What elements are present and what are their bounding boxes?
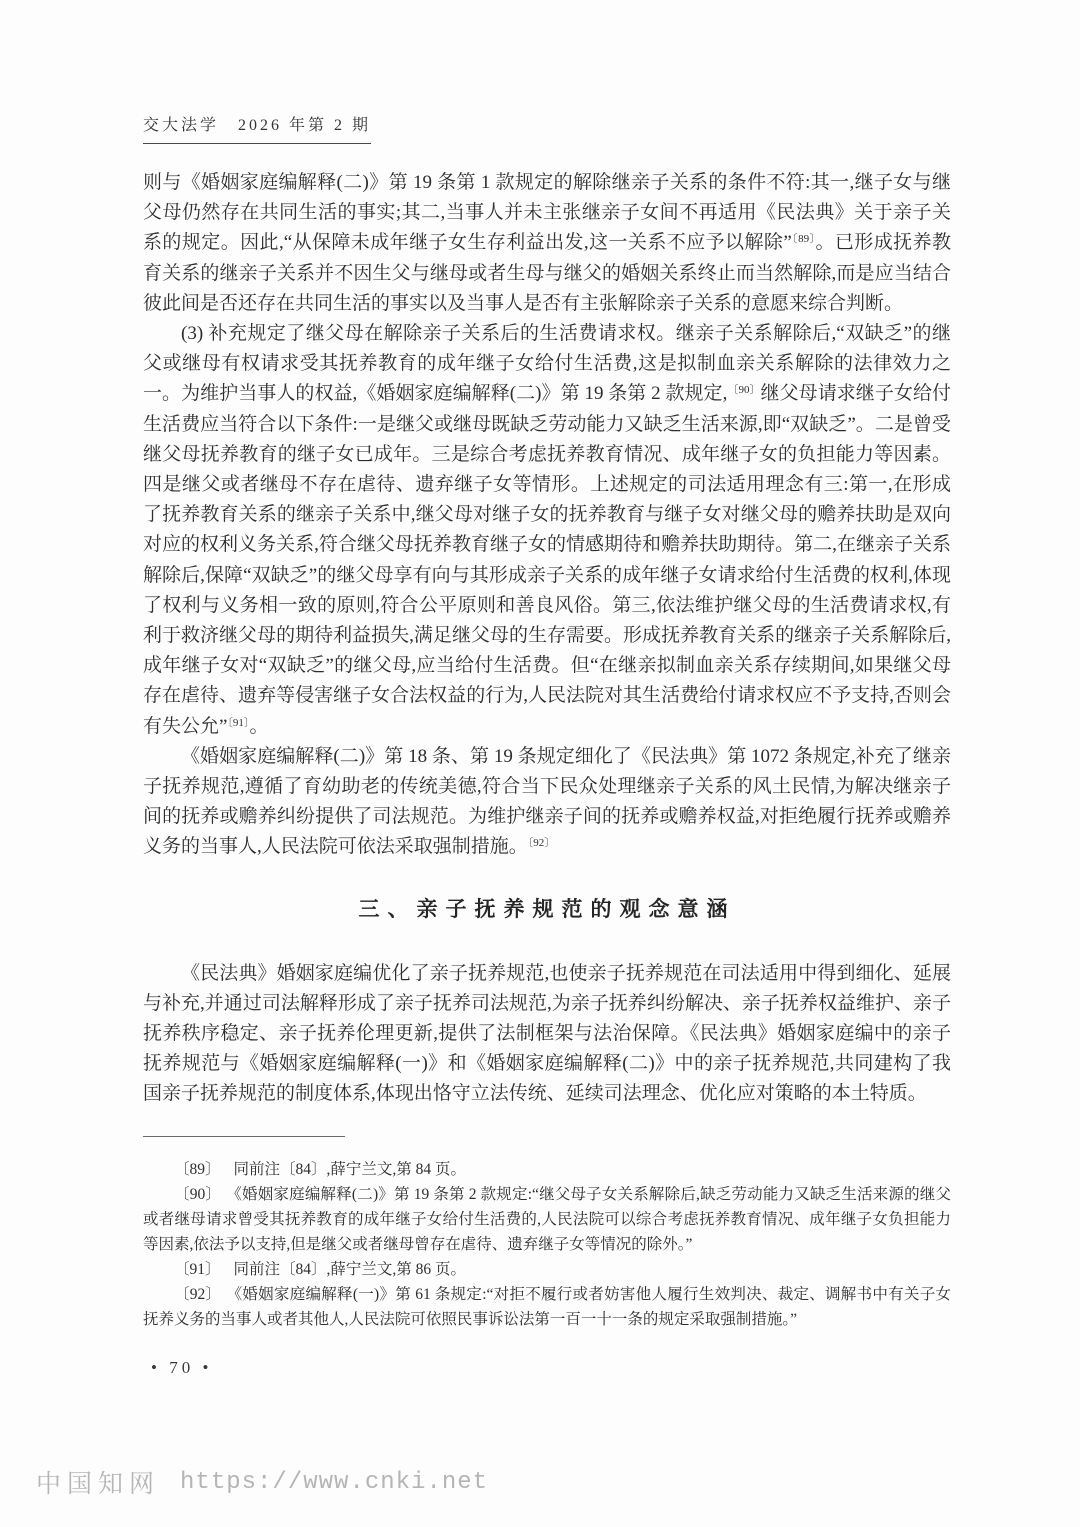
footnote-reference: 〔89〕: [791, 233, 816, 246]
cnki-watermark: [36, 1464, 488, 1500]
footnote-reference: 〔90〕: [727, 384, 761, 397]
cnki-site-name: 中国知网: [36, 1471, 161, 1498]
footnote-label: 〔89〕: [174, 1160, 221, 1178]
journal-header: 交大法学 2026 年第 2 期: [143, 112, 371, 144]
footnote-label: 〔92〕: [174, 1285, 222, 1303]
footnote: 〔92〕 《婚姻家庭编解释(一)》第 61 条规定:“对拒不履行或者妨害他人履行生效判决、裁定、调解书中有关子女抚养义务的当事人或者其他人,人民法院可依照民事诉讼法第一百一十一条的规定采取强制措施。”: [143, 1285, 951, 1328]
footnote: 〔90〕 《婚姻家庭编解释(二)》第 19 条第 2 款规定:“继父母子女关系解除后,缺乏劳动能力又缺乏生活来源的继父或者继母请求曾受其抚养教育的成年继子女给付生活费的,人民法院可以综合考虑抚养教育情况、成年继子女负担能力等因素,依法予以支持,但是继父或者继母曾存在虐待、遗弃继子女等情况的除外。”: [143, 1185, 951, 1253]
footnote-separator: [143, 1136, 345, 1137]
footnote-reference: 〔91〕: [227, 716, 250, 729]
paragraph: 《民法典》婚姻家庭编优化了亲子抚养规范,也使亲子抚养规范在司法适用中得到细化、延展与补充,并通过司法解释形成了亲子抚养司法规范,为亲子抚养纠纷解决、亲子抚养权益维护、亲子抚养秩序稳定、亲子抚养伦理更新,提供了法制框架与法治保障。《民法典》婚姻家庭编中的亲子抚养规范与《婚姻家庭编解释(一)》和《婚姻家庭编解释(二)》中的亲子抚养规范,共同建构了我国亲子抚养规范的制度体系,体现出恪守立法传统、延续司法理念、优化应对策略的本土特质。: [143, 962, 951, 1105]
section-heading: 三、亲子抚养规范的观念意涵: [358, 896, 736, 921]
footnote-list: [143, 1157, 951, 1332]
paragraph: 则与《婚姻家庭编解释(二)》第 19 条第 1 款规定的解除继亲子关系的条件不符:其一,继子女与继父母仍然存在共同生活的事实;其二,当事人并未主张继亲子女间不再适用《民法典》关于亲子关系的规定。因此,“从保障未成年继子女生存利益出发,这一关系不应予以解除”$^{〔89〕}$。已形成抚养教育关系的继亲子关系并不因生父与继母或者生母与继父的婚姻关系终止而当然解除,而是应当结合彼此间是否还存在共同生活的事实以及当事人是否有主张解除亲子关系的意愿来综合判断。: [143, 172, 951, 314]
footnote: 〔91〕 同前注〔84〕,薛宁兰文,第 86 页。: [174, 1260, 467, 1278]
body-paragraphs: [143, 168, 951, 1110]
page-number: • 70 •: [151, 1357, 213, 1377]
footnotes-section: [143, 1136, 951, 1332]
footnote-label: 〔91〕: [174, 1260, 221, 1278]
footnote-label: 〔90〕: [174, 1185, 222, 1203]
footnote: 〔89〕 同前注〔84〕,薛宁兰文,第 84 页。: [174, 1160, 467, 1178]
footnote-reference: 〔92〕: [527, 837, 556, 850]
cnki-url: https://www.cnki.net: [180, 1468, 489, 1496]
page-column: [143, 0, 951, 1378]
paragraph: (3) 补充规定了继父母在解除亲子关系后的生活费请求权。继亲子关系解除后,“双缺乏”的继父或继母有权请求受其抚养教育的成年继子女给付生活费,这是拟制血亲关系解除的法律效力之一。为维护当事人的权益,《婚姻家庭编解释(二)》第 19 条第 2 款规定,$^{〔90〕}$继父母请求继子女给付生活费应当符合以下条件:一是继父或继母既缺乏劳动能力又缺乏生活来源,即“双缺乏”。二是曾受继父母抚养教育的继子女已成年。三是综合考虑抚养教育情况、成年继子女的负担能力等因素。四是继父或者继母不存在虐待、遗弃继子女等情形。上述规定的司法适用理念有三:第一,在形成了抚养教育关系的继亲子关系中,继父母对继子女的抚养教育与继子女对继父母的赡养扶助是双向对应的权利义务关系,符合继父母抚养教育继子女的情感期待和赡养扶助期待。第二,在继亲子关系解除后,保障“双缺乏”的继父母享有向与其形成亲子关系的成年继子女请求给付生活费的权利,体现了权利与义务相一致的原则,符合公平原则和善良风俗。第三,依法维护继父母的生活费请求权,有利于救济继父母的期待利益损失,满足继父母的生存需要。形成抚养教育关系的继亲子关系解除后,成年继子女对“双缺乏”的继父母,应当给付生活费。但“在继亲拟制血亲关系存续期间,如果继父母存在虐待、遗弃等侵害继子女合法权益的行为,人民法院对其生活费给付请求权应不予支持,否则会有失公允”$^{〔91〕}$。: [143, 323, 951, 737]
paragraph: 《婚姻家庭编解释(二)》第 18 条、第 19 条规定细化了《民法典》第 1072 条规定,补充了继亲子抚养规范,遵循了育幼助老的传统美德,符合当下民众处理继亲子关系的风土民情,为解决继亲子间的抚养或赡养纠纷提供了司法规范。为维护继亲子间的抚养或赡养权益,对拒绝履行抚养或赡养义务的当事人,人民法院可依法采取强制措施。$^{〔92〕}$: [143, 745, 951, 858]
